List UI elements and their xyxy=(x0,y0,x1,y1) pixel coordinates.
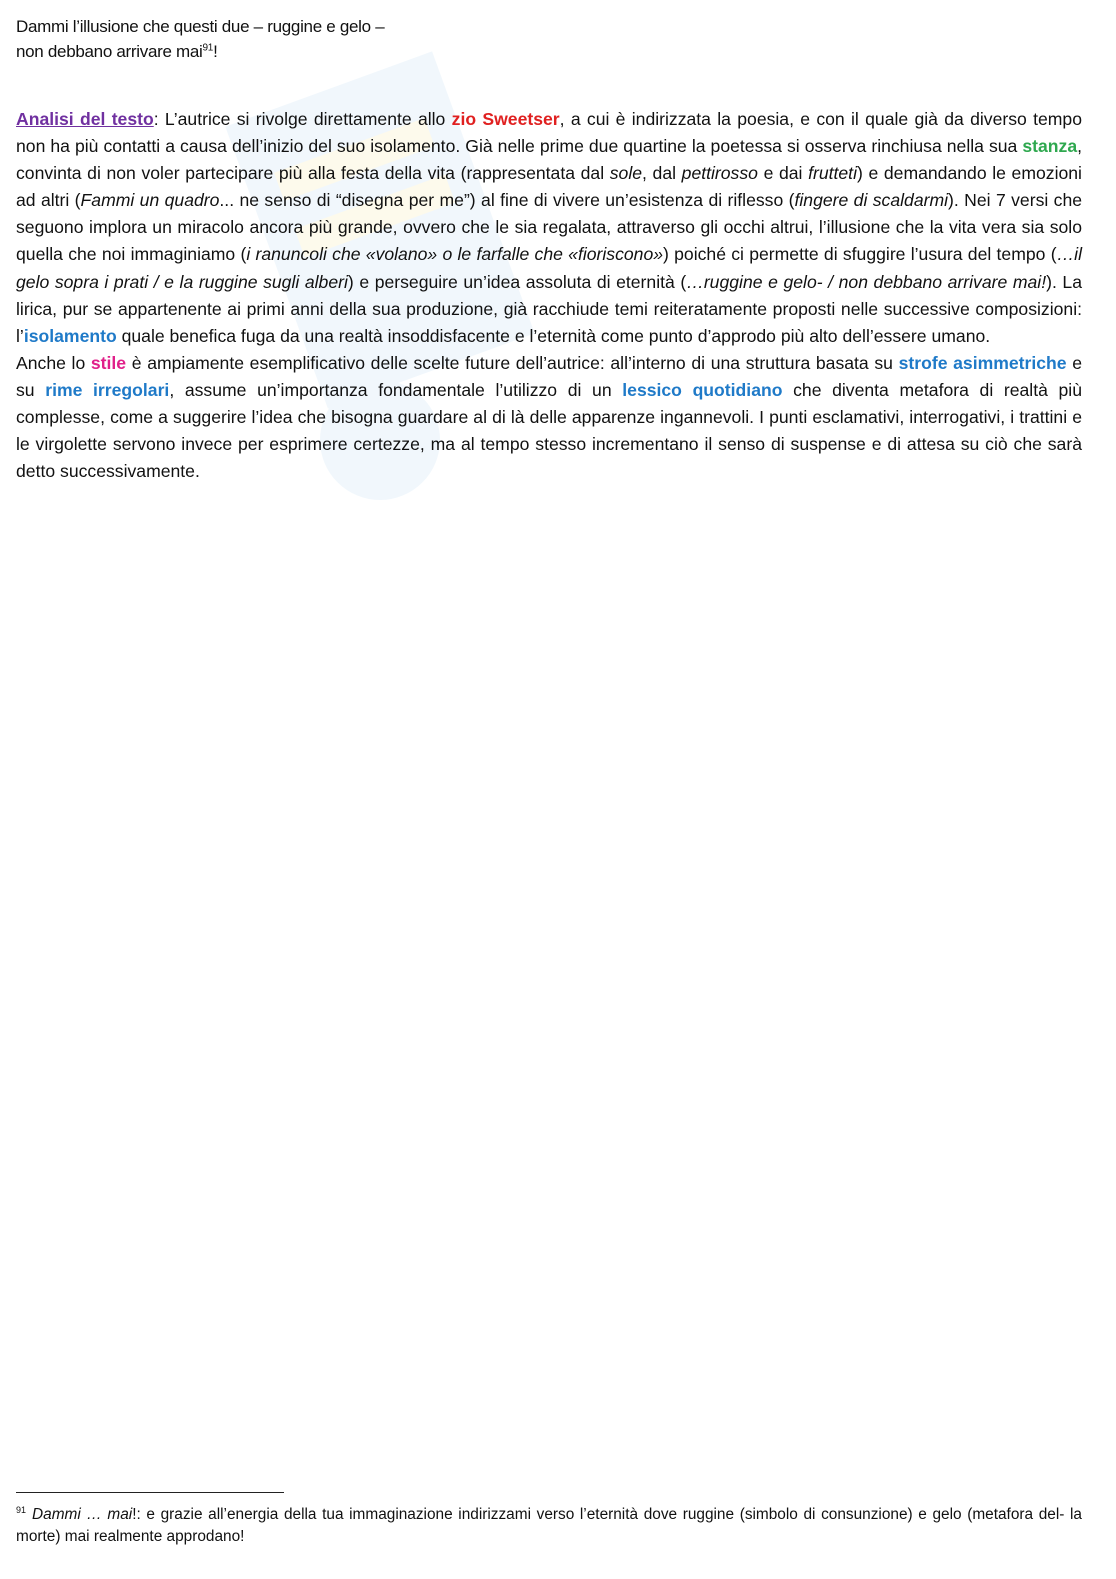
text-run: , convinta di non voler partecipare più alla festa della vita (rappresentata dal xyxy=(16,136,1082,184)
footnote-ref: 91 xyxy=(202,42,214,54)
verse-line-2-end: ! xyxy=(213,42,218,61)
text-run: che diventa metafora di realtà più complesse, come a suggerire l’idea che bisogna guardare al di là delle apparenze ingannevoli. I punti esclamativi, interrogativi, i trattini e le virgolette servono invece per esprimere certezze, ma al tempo stesso incrementano il senso di suspense e di attesa su ciò che sarà detto successivamente. xyxy=(16,379,1083,482)
verse-line-1: Dammi l’illusione che questi due – ruggine e gelo – xyxy=(16,17,385,36)
footnote-ref-italic: Dammi … mai xyxy=(32,1506,133,1523)
footnote-number: 91 xyxy=(16,1504,27,1515)
text-run: : L’autrice si rivolge direttamente allo xyxy=(153,109,452,129)
analysis-heading: Analisi del testo xyxy=(16,109,154,129)
keyword-rime-irregolari: rime irregolari xyxy=(45,379,170,400)
text-run: quale benefica fuga da una realtà insoddisfacente e l’eternità come punto d’approdo più alto dell’essere umano. xyxy=(116,325,991,346)
text-run: ... ne senso di “disegna per me”) al fine di vivere un’esistenza di riflesso ( xyxy=(219,190,795,211)
text-run: , a cui è indirizzata la poesia, e con il quale già da diverso tempo non ha più contatti a causa dell’inizio del suo isolamento. Già nelle prime due quartine la poetessa si osserva rinchiusa nella sua xyxy=(16,109,1083,157)
keyword-strofe-asimmetriche: strofe asimmetriche xyxy=(898,352,1067,373)
text-run: , dal xyxy=(642,163,682,184)
text-run: ) poiché ci permette di sfuggire l’usura del tempo ( xyxy=(663,244,1057,265)
text-run: Anche lo xyxy=(16,352,91,373)
text-run: ) e perseguire un’idea assoluta di eternità ( xyxy=(347,271,687,292)
text-run: ). La lirica, pur se appartenente ai primi anni della sua produzione, già racchiude temi reiteratamente proposti nelle successive composizioni: l’ xyxy=(16,271,1082,346)
analysis-paragraph-1 xyxy=(16,106,1082,350)
footnote-divider xyxy=(16,1492,284,1493)
text-run: ) e demandando le emozioni ad altri ( xyxy=(16,163,1082,211)
analysis-section xyxy=(16,106,1082,485)
analysis-paragraph-2 xyxy=(16,350,1082,485)
text-run: e dai xyxy=(757,163,809,184)
verse-line-2-text: non debbano arrivare mai xyxy=(16,42,203,61)
keyword-zio-sweetser: zio Sweetser xyxy=(451,109,560,129)
text-run: , assume un’importanza fondamentale l’utilizzo di un xyxy=(169,379,623,400)
italic-frutteti: frutteti xyxy=(808,163,857,184)
text-run: e su xyxy=(16,352,1083,400)
italic-sole: sole xyxy=(609,163,643,184)
poem-verse xyxy=(16,14,384,64)
italic-ruggine-e-gelo: …ruggine e gelo- / non debbano arrivare mai! xyxy=(686,271,1047,292)
footnote-text: !: e grazie all’energia della tua immaginazione indirizzami verso l’eternità dove ruggine (simbolo di consunzione) e gelo (metafora del- la morte) mai realmente approdano! xyxy=(16,1506,1082,1545)
keyword-isolamento: isolamento xyxy=(23,325,117,346)
italic-fingere-di-scaldarmi: fingere di scaldarmi xyxy=(794,190,949,211)
verse-line-2 xyxy=(16,39,384,64)
text-run: è ampiamente esemplificativo delle scelte future dell’autrice: all’interno di una struttura basata su xyxy=(126,352,899,373)
text-run: ). Nei 7 versi che seguono implora un miracolo ancora più grande, ovvero che le sia regalata, attraverso gli occhi altrui, l’illusione che la vita vera sia solo quella che noi immaginiamo ( xyxy=(16,190,1083,265)
footnote xyxy=(16,1504,1082,1548)
keyword-stile: stile xyxy=(90,352,127,373)
italic-ranuncoli: i ranuncoli che «volano» o le farfalle che «fioriscono» xyxy=(246,244,664,265)
keyword-stanza: stanza xyxy=(1022,136,1078,157)
italic-gelo-sopra-i-prati: …il gelo sopra i prati / e la ruggine sugli alberi xyxy=(16,244,1082,292)
italic-fammi-un-quadro: Fammi un quadro xyxy=(80,190,220,211)
italic-pettirosso: pettirosso xyxy=(681,163,758,184)
keyword-lessico-quotidiano: lessico quotidiano xyxy=(622,379,783,400)
